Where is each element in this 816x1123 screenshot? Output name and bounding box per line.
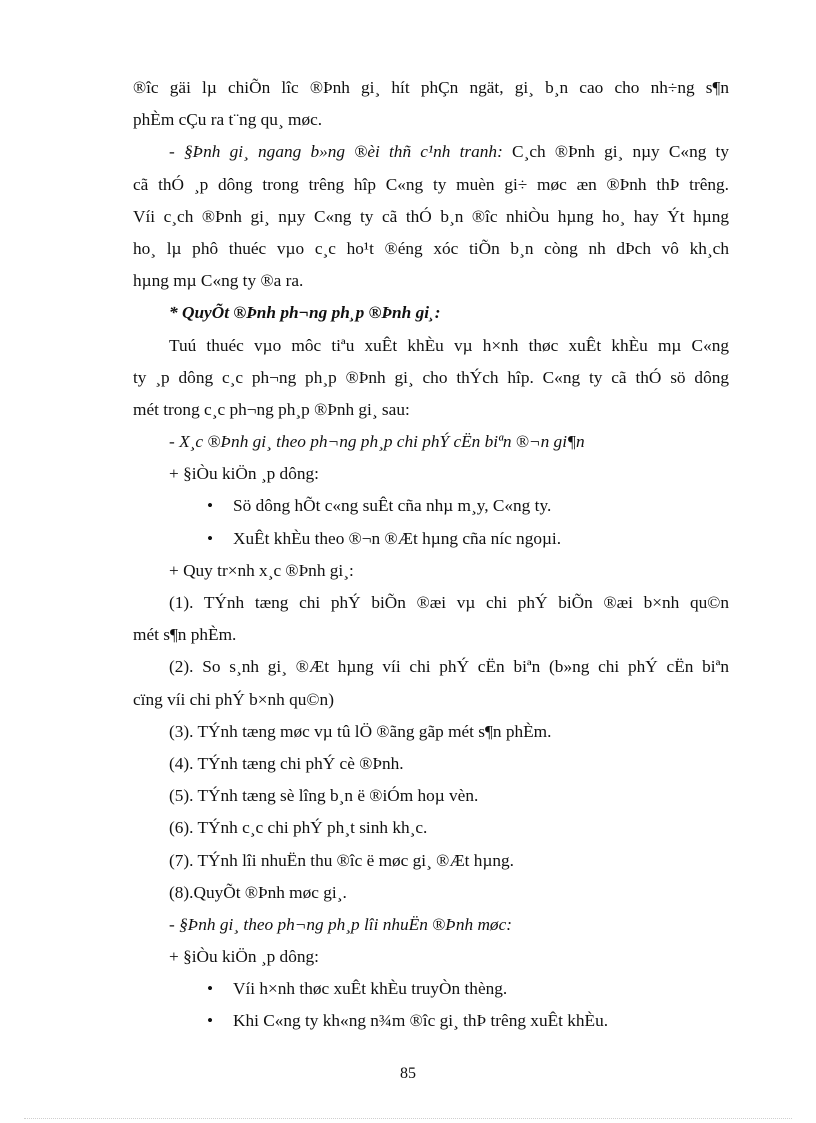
paragraph-line: ®îc gäi lµ chiÕn lîc ®Þnh gi¸ hít phÇn ngät, gi¸ b¸n cao cho nh÷ng s¶n <box>133 78 729 97</box>
bullet-item <box>133 973 729 1005</box>
bullet-icon: • <box>207 528 214 548</box>
paragraph-line: (7). TÝnh lîi nhuËn thu ®îc ë møc gi¸ ®Æt hµng. <box>169 850 515 870</box>
paragraph-line: + §iÒu kiÖn ¸p dông: <box>169 464 319 484</box>
italic-heading: - §Þnh gi¸ theo ph¬ng ph¸p lîi nhuËn ®Þnh møc: <box>169 914 513 934</box>
bottom-divider <box>24 1118 792 1119</box>
paragraph-line: Tuú thuéc vµo môc tiªu xuÊt khÈu vµ h×nh thøc xuÊt khÈu mµ C«ng <box>169 335 729 355</box>
bullet-text: Khi C«ng ty kh«ng n¾m ®îc gi¸ thÞ trêng xuÊt khÈu. <box>233 1011 609 1031</box>
paragraph-line: cã thÓ ¸p dông trong trêng hîp C«ng ty muèn gi÷ møc æn ®Þnh thÞ trêng. <box>133 174 729 194</box>
paragraph-line: + Quy tr×nh x¸c ®Þnh gi¸: <box>169 560 354 580</box>
paragraph-line: (8).QuyÕt ®Þnh møc gi¸. <box>169 882 347 902</box>
paragraph-line: cïng víi chi phÝ b×nh qu©n) <box>133 689 334 709</box>
bullet-text: Víi h×nh thøc xuÊt khÈu truyÒn thèng. <box>233 979 508 999</box>
bullet-item <box>133 490 729 522</box>
paragraph-text: C¸ch ®Þnh gi¸ nµy C«ng ty <box>512 142 729 162</box>
italic-heading: - X¸c ®Þnh gi¸ theo ph¬ng ph¸p chi phÝ cËn biªn ®¬n gi¶n <box>169 432 585 452</box>
paragraph-line: ho¸ lµ phô thuéc vµo c¸c ho¹t ®éng xóc tiÕn b¸n còng nh dÞch vô kh¸ch <box>133 238 729 258</box>
paragraph-line: mét s¶n phÈm. <box>133 625 237 645</box>
document-body <box>133 72 729 1038</box>
bullet-item <box>133 1005 729 1037</box>
paragraph-line: (6). TÝnh c¸c chi phÝ ph¸t sinh kh¸c. <box>169 818 428 838</box>
paragraph-line: (4). TÝnh tæng chi phÝ cè ®Þnh. <box>169 753 404 773</box>
paragraph-line: Víi c¸ch ®Þnh gi¸ nµy C«ng ty cã thÓ b¸n ®îc nhiÒu hµng ho¸ hay Ýt hµng <box>133 206 729 226</box>
paragraph-line: (1). TÝnh tæng chi phÝ biÕn ®æi vµ chi phÝ biÕn ®æi b×nh qu©n <box>169 593 729 612</box>
paragraph-line: phÈm cÇu ra t¨ng qu¸ møc. <box>133 110 323 130</box>
italic-heading: - §Þnh gi¸ ngang b»ng ®èi thñ c¹nh tranh: <box>169 142 513 162</box>
page-number: 85 <box>400 1065 416 1082</box>
paragraph-line: (5). TÝnh tæng sè lîng b¸n ë ®iÓm hoµ vèn. <box>169 786 479 806</box>
bullet-text: Sö dông hÕt c«ng suÊt cña nhµ m¸y, C«ng ty. <box>233 496 552 516</box>
bullet-text: XuÊt khÈu theo ®¬n ®Æt hµng cña níc ngoµi. <box>233 528 562 548</box>
paragraph-line <box>133 136 729 168</box>
paragraph-line: hµng mµ C«ng ty ®a ra. <box>133 271 304 291</box>
paragraph-line: ty ¸p dông c¸c ph¬ng ph¸p ®Þnh gi¸ cho thÝch hîp. C«ng ty cã thÓ sö dông <box>133 367 729 387</box>
paragraph-line: (2). So s¸nh gi¸ ®Æt hµng víi chi phÝ cËn biªn (b»ng chi phÝ cËn biªn <box>169 657 729 677</box>
paragraph-line: (3). TÝnh tæng møc vµ tû lÖ ®ãng gãp mét s¶n phÈm. <box>169 721 552 741</box>
bullet-item <box>133 523 729 555</box>
paragraph-line: + §iÒu kiÖn ¸p dông: <box>169 947 319 967</box>
section-heading: * QuyÕt ®Þnh ph¬ng ph¸p ®Þnh gi¸: <box>169 303 441 323</box>
paragraph-line: mét trong c¸c ph¬ng ph¸p ®Þnh gi¸ sau: <box>133 399 410 419</box>
bullet-icon: • <box>207 496 214 516</box>
bullet-icon: • <box>207 979 214 999</box>
bullet-icon: • <box>207 1011 214 1031</box>
